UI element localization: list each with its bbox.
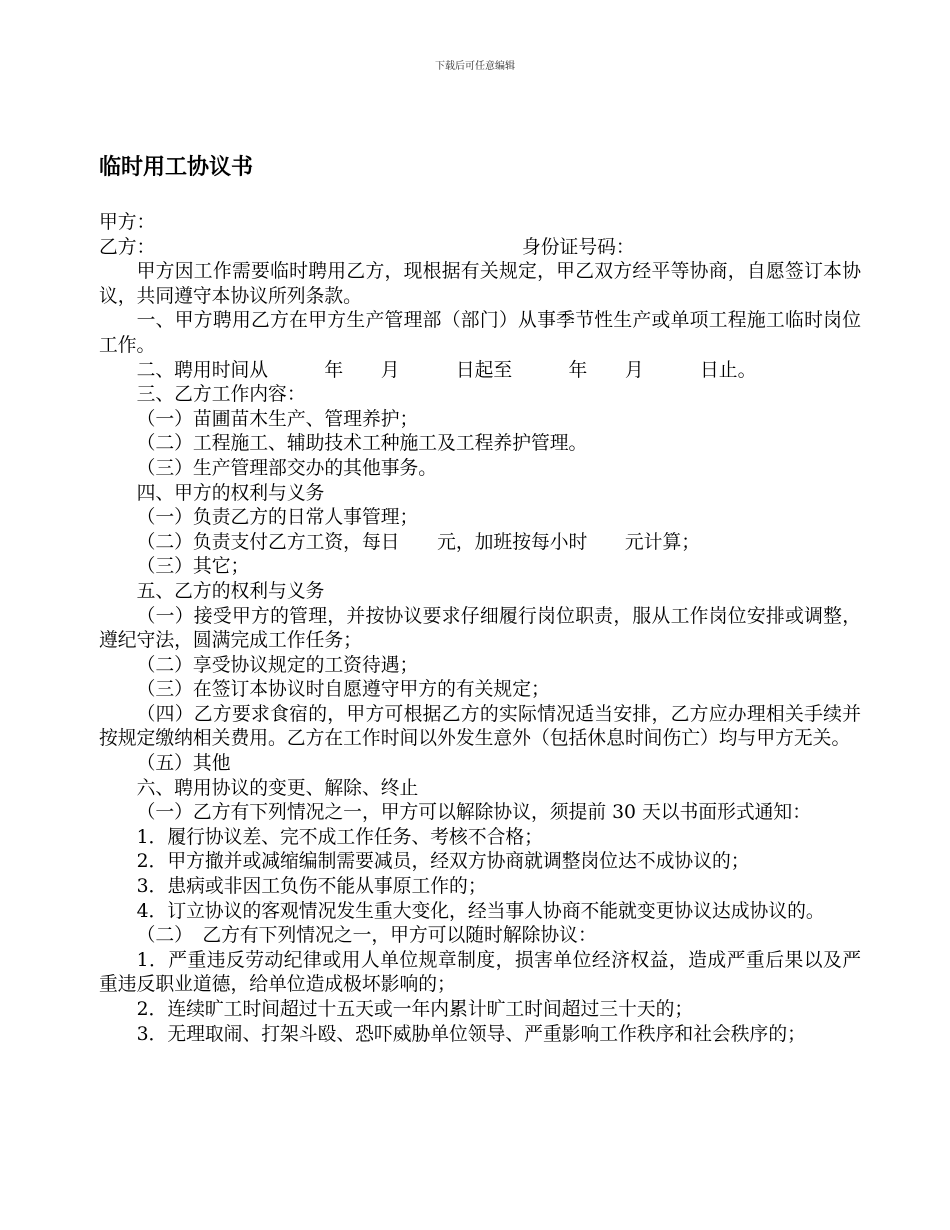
list-item: （二） 乙方有下列情况之一，甲方可以随时解除协议： — [136, 925, 597, 947]
paragraph-clause-2: 二、聘用时间从 年 月 日起至 年 月 日止。 — [136, 359, 757, 381]
list-item: （一）乙方有下列情况之一，甲方可以解除协议，须提前 30 天以书面形式通知： — [136, 802, 811, 824]
party-b-label: 乙方： — [99, 236, 156, 258]
list-item: （二）负责支付乙方工资，每日 元，加班按每小时 元计算； — [136, 531, 701, 553]
party-b-line — [99, 236, 861, 261]
list-item: 2．连续旷工时间超过十五天或一年内累计旷工时间超过三十天的； — [136, 999, 694, 1020]
paragraph-clause-3: 三、乙方工作内容： — [136, 384, 306, 406]
list-item: （四）乙方要求食宿的，甲方可根据乙方的实际情况适当安排，乙方应办理相关手续并按规定缴纳相关费用。乙方在工作时间以外发生意外（包括休息时间伤亡）均与甲方无关。 — [99, 703, 861, 750]
document-body — [99, 211, 861, 1047]
paragraph-clause-5: 五、乙方的权利与义务 — [136, 580, 325, 602]
list-item: （五）其他 — [136, 753, 231, 775]
list-item: （二）享受协议规定的工资待遇； — [136, 654, 419, 676]
list-item: （三）其它； — [136, 556, 250, 578]
list-item: （三）在签订本协议时自愿遵守甲方的有关规定； — [136, 679, 550, 701]
list-item: 4．订立协议的客观情况发生重大变化，经当事人协商不能就变更协议达成协议的。 — [136, 900, 825, 922]
list-item: （三）生产管理部交办的其他事务。 — [136, 457, 438, 479]
document-title: 临时用工协议书 — [99, 155, 254, 180]
paragraph-clause-1: 一、甲方聘用乙方在甲方生产管理部（部门）从事季节性生产或单项工程施工临时岗位工作。 — [99, 310, 861, 356]
paragraph-preamble: 甲方因工作需要临时聘用乙方，现根据有关规定，甲乙双方经平等协商，自愿签订本协议，共同遵守本协议所列条款。 — [99, 261, 861, 307]
paragraph-clause-6: 六、聘用协议的变更、解除、终止 — [136, 777, 419, 799]
page-header-note: 下载后可任意编辑 — [435, 61, 515, 72]
list-item: （一）苗圃苗木生产、管理养护； — [136, 408, 419, 430]
list-item: 1．履行协议差、完不成工作任务、考核不合格； — [136, 826, 543, 848]
party-a-line: 甲方： — [99, 212, 156, 233]
list-item: 1．严重违反劳动纪律或用人单位规章制度，损害单位经济权益，造成严重后果以及严重违反职业道德，给单位造成极坏影响的； — [99, 949, 861, 996]
list-item: （二）工程施工、辅助技术工种施工及工程养护管理。 — [136, 433, 588, 455]
list-item: 3．无理取闹、打架斗殴、恐吓威胁单位领导、严重影响工作秩序和社会秩序的； — [136, 1023, 806, 1045]
list-item: 3．患病或非因工负伤不能从事原工作的； — [136, 876, 487, 898]
list-item: （一）接受甲方的管理，并按协议要求仔细履行岗位职责，服从工作岗位安排或调整，遵纪守法，圆满完成工作任务； — [99, 605, 861, 652]
list-item: （一）负责乙方的日常人事管理； — [136, 507, 419, 529]
id-number-label: 身份证号码： — [522, 236, 635, 258]
paragraph-clause-4: 四、甲方的权利与义务 — [136, 482, 325, 504]
list-item: 2．甲方撤并或减缩编制需要减员，经双方协商就调整岗位达不成协议的； — [136, 851, 750, 873]
